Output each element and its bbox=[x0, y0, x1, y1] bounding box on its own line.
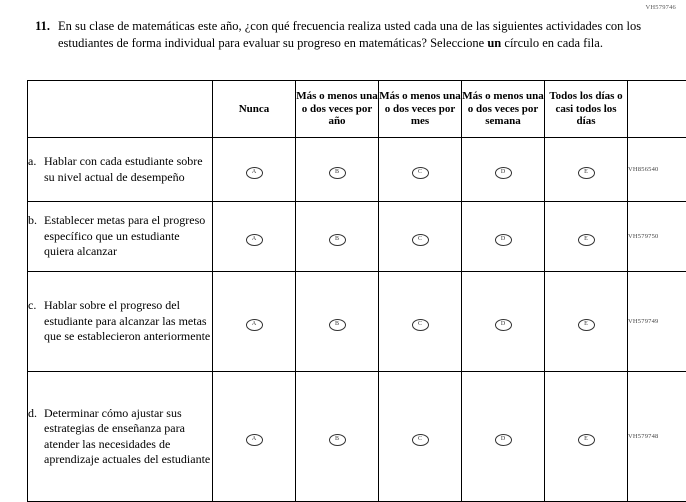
bubble-icon[interactable]: E bbox=[578, 167, 595, 179]
row-label-a: Hablar con cada estudiante sobre su nivel actual de desempeño bbox=[44, 154, 212, 185]
radio-b-daily[interactable] bbox=[545, 202, 628, 272]
row-letter-c: c. bbox=[28, 298, 44, 314]
bubble-icon[interactable]: D bbox=[495, 234, 512, 246]
bubble-icon[interactable]: D bbox=[495, 319, 512, 331]
question-text bbox=[58, 18, 648, 51]
bubble-icon[interactable]: A bbox=[246, 234, 263, 246]
bubble-icon[interactable]: C bbox=[412, 167, 429, 179]
column-header-once-twice-year: Más o menos una o dos veces por año bbox=[296, 81, 379, 138]
page-identifier: VH579746 bbox=[646, 4, 677, 11]
row-label-b: Establecer metas para el progreso específico que un estudiante quiera alcanzar bbox=[44, 213, 212, 260]
row-stem-d bbox=[28, 372, 213, 502]
bubble-icon[interactable]: D bbox=[495, 167, 512, 179]
table-row bbox=[28, 372, 686, 502]
bubble-icon[interactable]: A bbox=[246, 319, 263, 331]
bubble-icon[interactable]: B bbox=[329, 167, 346, 179]
question-text-part2: círculo en cada fila. bbox=[501, 36, 603, 50]
radio-d-year[interactable] bbox=[296, 372, 379, 502]
column-header-once-twice-month: Más o menos una o dos veces por mes bbox=[379, 81, 462, 138]
column-header-nunca: Nunca bbox=[213, 81, 296, 138]
radio-b-week[interactable] bbox=[462, 202, 545, 272]
table-row bbox=[28, 272, 686, 372]
radio-d-week[interactable] bbox=[462, 372, 545, 502]
radio-a-week[interactable] bbox=[462, 138, 545, 202]
radio-d-nunca[interactable] bbox=[213, 372, 296, 502]
row-letter-d: d. bbox=[28, 406, 44, 422]
bubble-icon[interactable]: E bbox=[578, 234, 595, 246]
radio-c-year[interactable] bbox=[296, 272, 379, 372]
row-stem-b bbox=[28, 202, 213, 272]
bubble-icon[interactable]: B bbox=[329, 434, 346, 446]
column-header-once-twice-week: Más o menos una o dos veces por semana bbox=[462, 81, 545, 138]
bubble-icon[interactable]: B bbox=[329, 234, 346, 246]
radio-b-month[interactable] bbox=[379, 202, 462, 272]
row-item-id-d: VH579748 bbox=[628, 372, 686, 502]
row-label-c: Hablar sobre el progreso del estudiante para alcanzar las metas que se establecieron anteriormente bbox=[44, 298, 212, 345]
radio-d-daily[interactable] bbox=[545, 372, 628, 502]
bubble-icon[interactable]: C bbox=[412, 319, 429, 331]
column-header-stem bbox=[28, 81, 213, 138]
bubble-icon[interactable]: B bbox=[329, 319, 346, 331]
row-letter-b: b. bbox=[28, 213, 44, 229]
question-text-part1: En su clase de matemáticas este año, ¿con qué frecuencia realiza usted cada una de las siguientes actividades con los estudiantes de forma individual para evaluar su progreso en matemáticas? Seleccione bbox=[58, 19, 641, 50]
radio-c-month[interactable] bbox=[379, 272, 462, 372]
bubble-icon[interactable]: A bbox=[246, 434, 263, 446]
radio-a-daily[interactable] bbox=[545, 138, 628, 202]
radio-c-nunca[interactable] bbox=[213, 272, 296, 372]
response-matrix bbox=[27, 80, 686, 502]
table-row bbox=[28, 138, 686, 202]
row-stem-c bbox=[28, 272, 213, 372]
radio-a-nunca[interactable] bbox=[213, 138, 296, 202]
matrix-body bbox=[28, 138, 686, 502]
header-row bbox=[28, 81, 686, 138]
column-header-item-id bbox=[628, 81, 686, 138]
question-prompt bbox=[28, 18, 648, 51]
matrix-header bbox=[28, 81, 686, 138]
row-item-id-b: VH579750 bbox=[628, 202, 686, 272]
row-stem-a bbox=[28, 138, 213, 202]
radio-c-daily[interactable] bbox=[545, 272, 628, 372]
radio-c-week[interactable] bbox=[462, 272, 545, 372]
radio-b-year[interactable] bbox=[296, 202, 379, 272]
bubble-icon[interactable]: C bbox=[412, 434, 429, 446]
bubble-icon[interactable]: D bbox=[495, 434, 512, 446]
radio-b-nunca[interactable] bbox=[213, 202, 296, 272]
question-text-bold: un bbox=[487, 36, 501, 50]
radio-a-year[interactable] bbox=[296, 138, 379, 202]
bubble-icon[interactable]: A bbox=[246, 167, 263, 179]
bubble-icon[interactable]: E bbox=[578, 434, 595, 446]
row-label-d: Determinar cómo ajustar sus estrategias de enseñanza para atender las necesidades de aprendizaje actuales del estudiante bbox=[44, 406, 212, 468]
table-row bbox=[28, 202, 686, 272]
column-header-every-day: Todos los días o casi todos los días bbox=[545, 81, 628, 138]
row-item-id-c: VH579749 bbox=[628, 272, 686, 372]
bubble-icon[interactable]: C bbox=[412, 234, 429, 246]
radio-a-month[interactable] bbox=[379, 138, 462, 202]
row-item-id-a: VH856540 bbox=[628, 138, 686, 202]
radio-d-month[interactable] bbox=[379, 372, 462, 502]
question-number: 11. bbox=[28, 18, 58, 34]
row-letter-a: a. bbox=[28, 154, 44, 170]
bubble-icon[interactable]: E bbox=[578, 319, 595, 331]
